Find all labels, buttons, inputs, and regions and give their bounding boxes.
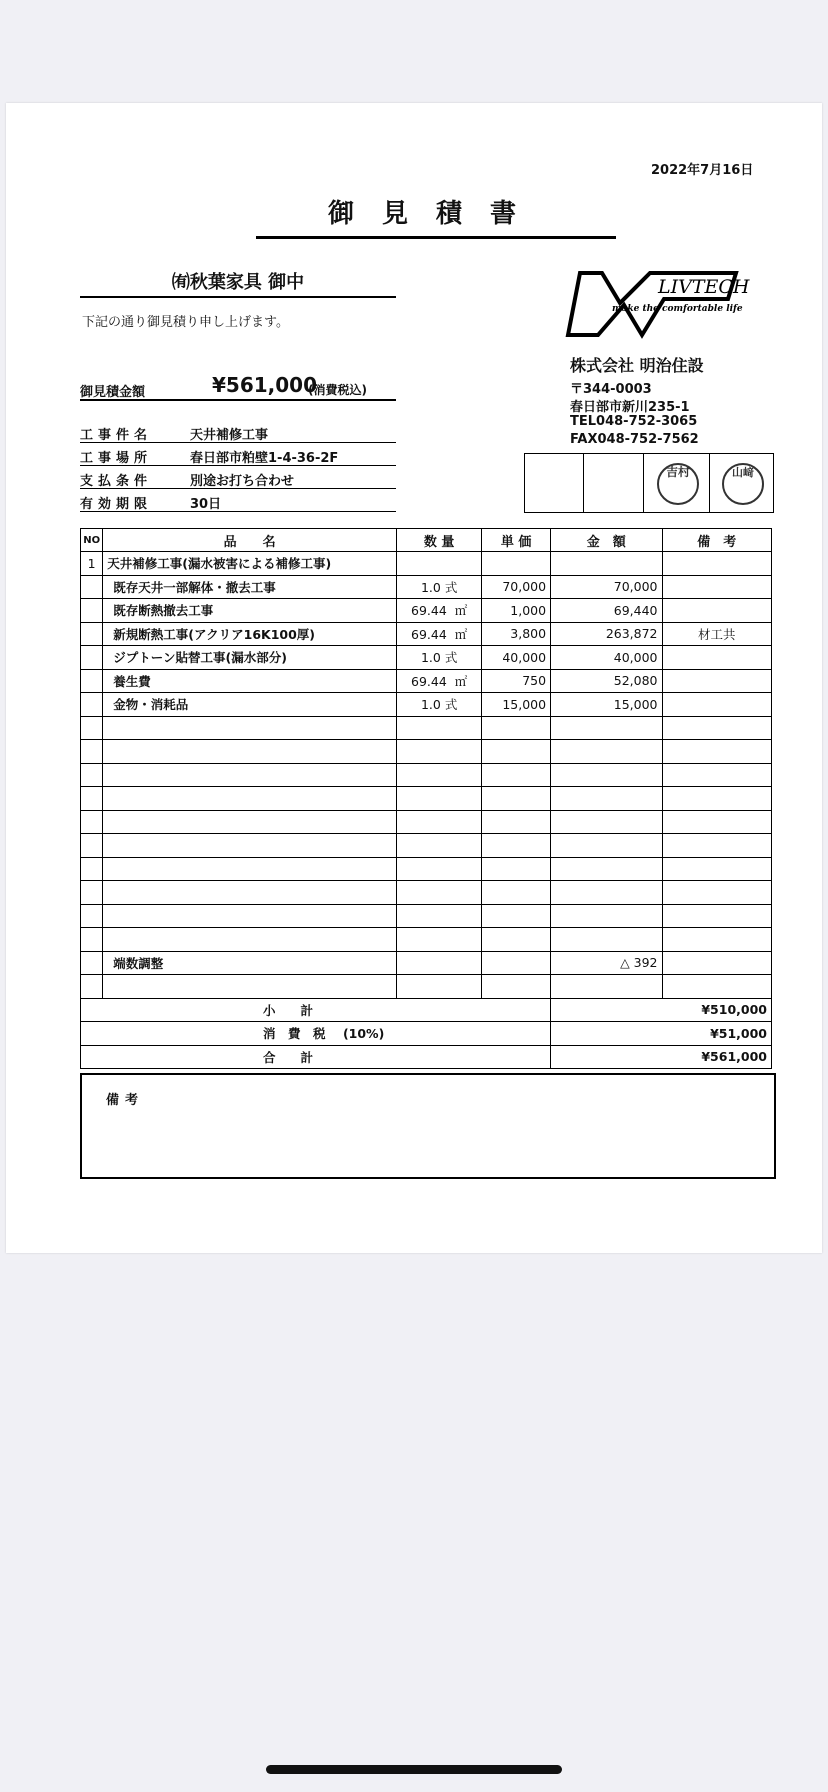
- company-name: 株式会社 明治住設: [570, 356, 704, 375]
- item-qty: 1.0 式: [397, 646, 482, 670]
- item-name: 既存断熱撤去工事: [103, 599, 397, 623]
- adjustment-value: △ 392: [551, 951, 662, 975]
- item-note: [662, 646, 771, 670]
- quote-amount-label: 御見積金額: [80, 385, 146, 400]
- table-row-empty: [81, 881, 772, 905]
- quote-amount-value: ¥561,000: [212, 373, 318, 397]
- logo-tagline: make the comfortable life: [612, 304, 743, 314]
- item-price: 70,000: [482, 575, 551, 599]
- info-value: 別途お打ち合わせ: [190, 474, 295, 489]
- table-header-row: [81, 529, 772, 552]
- approval-stamp-box: [524, 453, 774, 513]
- header-no: NO: [81, 529, 103, 552]
- item-name: 新規断熱工事(アクリア16K100厚): [103, 622, 397, 646]
- item-name: 養生費: [103, 669, 397, 693]
- stamp-cell: [645, 454, 710, 512]
- company-logo: [568, 269, 750, 339]
- document-title: 御見積書: [256, 193, 616, 239]
- item-qty: 69.44 ㎡: [397, 622, 482, 646]
- item-name: 金物・消耗品: [103, 693, 397, 717]
- item-amount: 263,872: [551, 622, 662, 646]
- item-price: 3,800: [482, 622, 551, 646]
- item-qty: 1.0 式: [397, 575, 482, 599]
- item-note: [662, 693, 771, 717]
- info-row-validity: [80, 489, 396, 512]
- quotation-paper: [6, 103, 822, 1253]
- header-qty: 数 量: [397, 529, 482, 552]
- company-postal: 〒344-0003: [570, 382, 652, 397]
- total-value: ¥561,000: [551, 1045, 772, 1069]
- item-note: [662, 669, 771, 693]
- item-amount: 52,080: [551, 669, 662, 693]
- info-key: 工事場所: [80, 451, 153, 466]
- estimate-table: [80, 528, 772, 1069]
- table-row-empty: [81, 810, 772, 834]
- tax-value: ¥51,000: [551, 1022, 772, 1046]
- table-row-empty: [81, 787, 772, 811]
- info-value: 春日部市粕壁1-4-36-2F: [190, 451, 339, 466]
- table-row: [81, 646, 772, 670]
- item-amount: 69,440: [551, 599, 662, 623]
- seal-stamp: 吉村: [657, 463, 699, 505]
- stamp-cell: [711, 454, 773, 512]
- info-value: 天井補修工事: [190, 428, 269, 443]
- issue-date: 2022年7月16日: [651, 163, 754, 178]
- item-amount: 40,000: [551, 646, 662, 670]
- item-note: [662, 575, 771, 599]
- tax-label-cell: [81, 1022, 551, 1046]
- quote-amount-tax-note: (消費税込): [308, 383, 367, 397]
- item-note: 材工共: [662, 622, 771, 646]
- table-row: [81, 693, 772, 717]
- info-row-location: [80, 443, 396, 466]
- table-row-empty: [81, 834, 772, 858]
- header-unit-price: 単 価: [482, 529, 551, 552]
- header-item: 品 名: [103, 529, 397, 552]
- info-row-project: [80, 420, 396, 443]
- intro-text: 下記の通り御見積り申し上げます。: [82, 315, 289, 330]
- recipient: ㈲秋葉家具 御中: [80, 268, 396, 298]
- subtotal-label: 小 計: [81, 998, 551, 1022]
- info-key: 工事件名: [80, 428, 153, 443]
- logo-text: LIVTECH: [658, 276, 750, 298]
- seal-stamp: 山﨑: [722, 463, 764, 505]
- table-row-empty: [81, 740, 772, 764]
- table-row-empty: [81, 904, 772, 928]
- tax-rate: (10%): [342, 1026, 385, 1042]
- item-price: 750: [482, 669, 551, 693]
- notes-label: 備考: [106, 1093, 145, 1108]
- subtotal-row: [81, 998, 772, 1022]
- table-row: [81, 575, 772, 599]
- item-qty: 69.44 ㎡: [397, 599, 482, 623]
- item-amount: 15,000: [551, 693, 662, 717]
- home-indicator[interactable]: [266, 1765, 562, 1774]
- tax-row: [81, 1022, 772, 1046]
- item-qty: 1.0 式: [397, 693, 482, 717]
- total-row: [81, 1045, 772, 1069]
- header-note: 備 考: [662, 529, 771, 552]
- item-note: [662, 599, 771, 623]
- table-row-empty: [81, 928, 772, 952]
- item-price: 1,000: [482, 599, 551, 623]
- total-label: 合 計: [81, 1045, 551, 1069]
- table-row-empty: [81, 716, 772, 740]
- table-row-empty: [81, 975, 772, 999]
- info-row-payment: [80, 466, 396, 489]
- info-key: 有効期限: [80, 497, 153, 512]
- subtotal-value: ¥510,000: [551, 998, 772, 1022]
- adjustment-row: [81, 951, 772, 975]
- item-price: 40,000: [482, 646, 551, 670]
- info-value: 30日: [190, 497, 222, 512]
- adjustment-label: 端数調整: [103, 951, 397, 975]
- table-row-empty: [81, 857, 772, 881]
- table-row: [81, 552, 772, 576]
- header-amount: 金 額: [551, 529, 662, 552]
- quote-amount-row: [80, 373, 396, 401]
- tax-label: 消 費 税: [263, 1026, 326, 1042]
- stamp-cell: [585, 454, 644, 512]
- info-key: 支払条件: [80, 474, 153, 489]
- table-row: [81, 622, 772, 646]
- item-price: 15,000: [482, 693, 551, 717]
- notes-box: [80, 1073, 776, 1179]
- company-tel: TEL048-752-3065: [570, 414, 698, 429]
- table-row-empty: [81, 763, 772, 787]
- table-row: [81, 669, 772, 693]
- row-no: 1: [81, 552, 103, 576]
- company-address: 春日部市新川235-1: [570, 400, 690, 415]
- item-amount: 70,000: [551, 575, 662, 599]
- item-name: 既存天井一部解体・撤去工事: [103, 575, 397, 599]
- company-fax: FAX048-752-7562: [570, 432, 699, 447]
- stamp-cell: [525, 454, 584, 512]
- table-row: [81, 599, 772, 623]
- group-title: 天井補修工事(漏水被害による補修工事): [103, 552, 397, 576]
- item-qty: 69.44 ㎡: [397, 669, 482, 693]
- item-name: ジプトーン貼替工事(漏水部分): [103, 646, 397, 670]
